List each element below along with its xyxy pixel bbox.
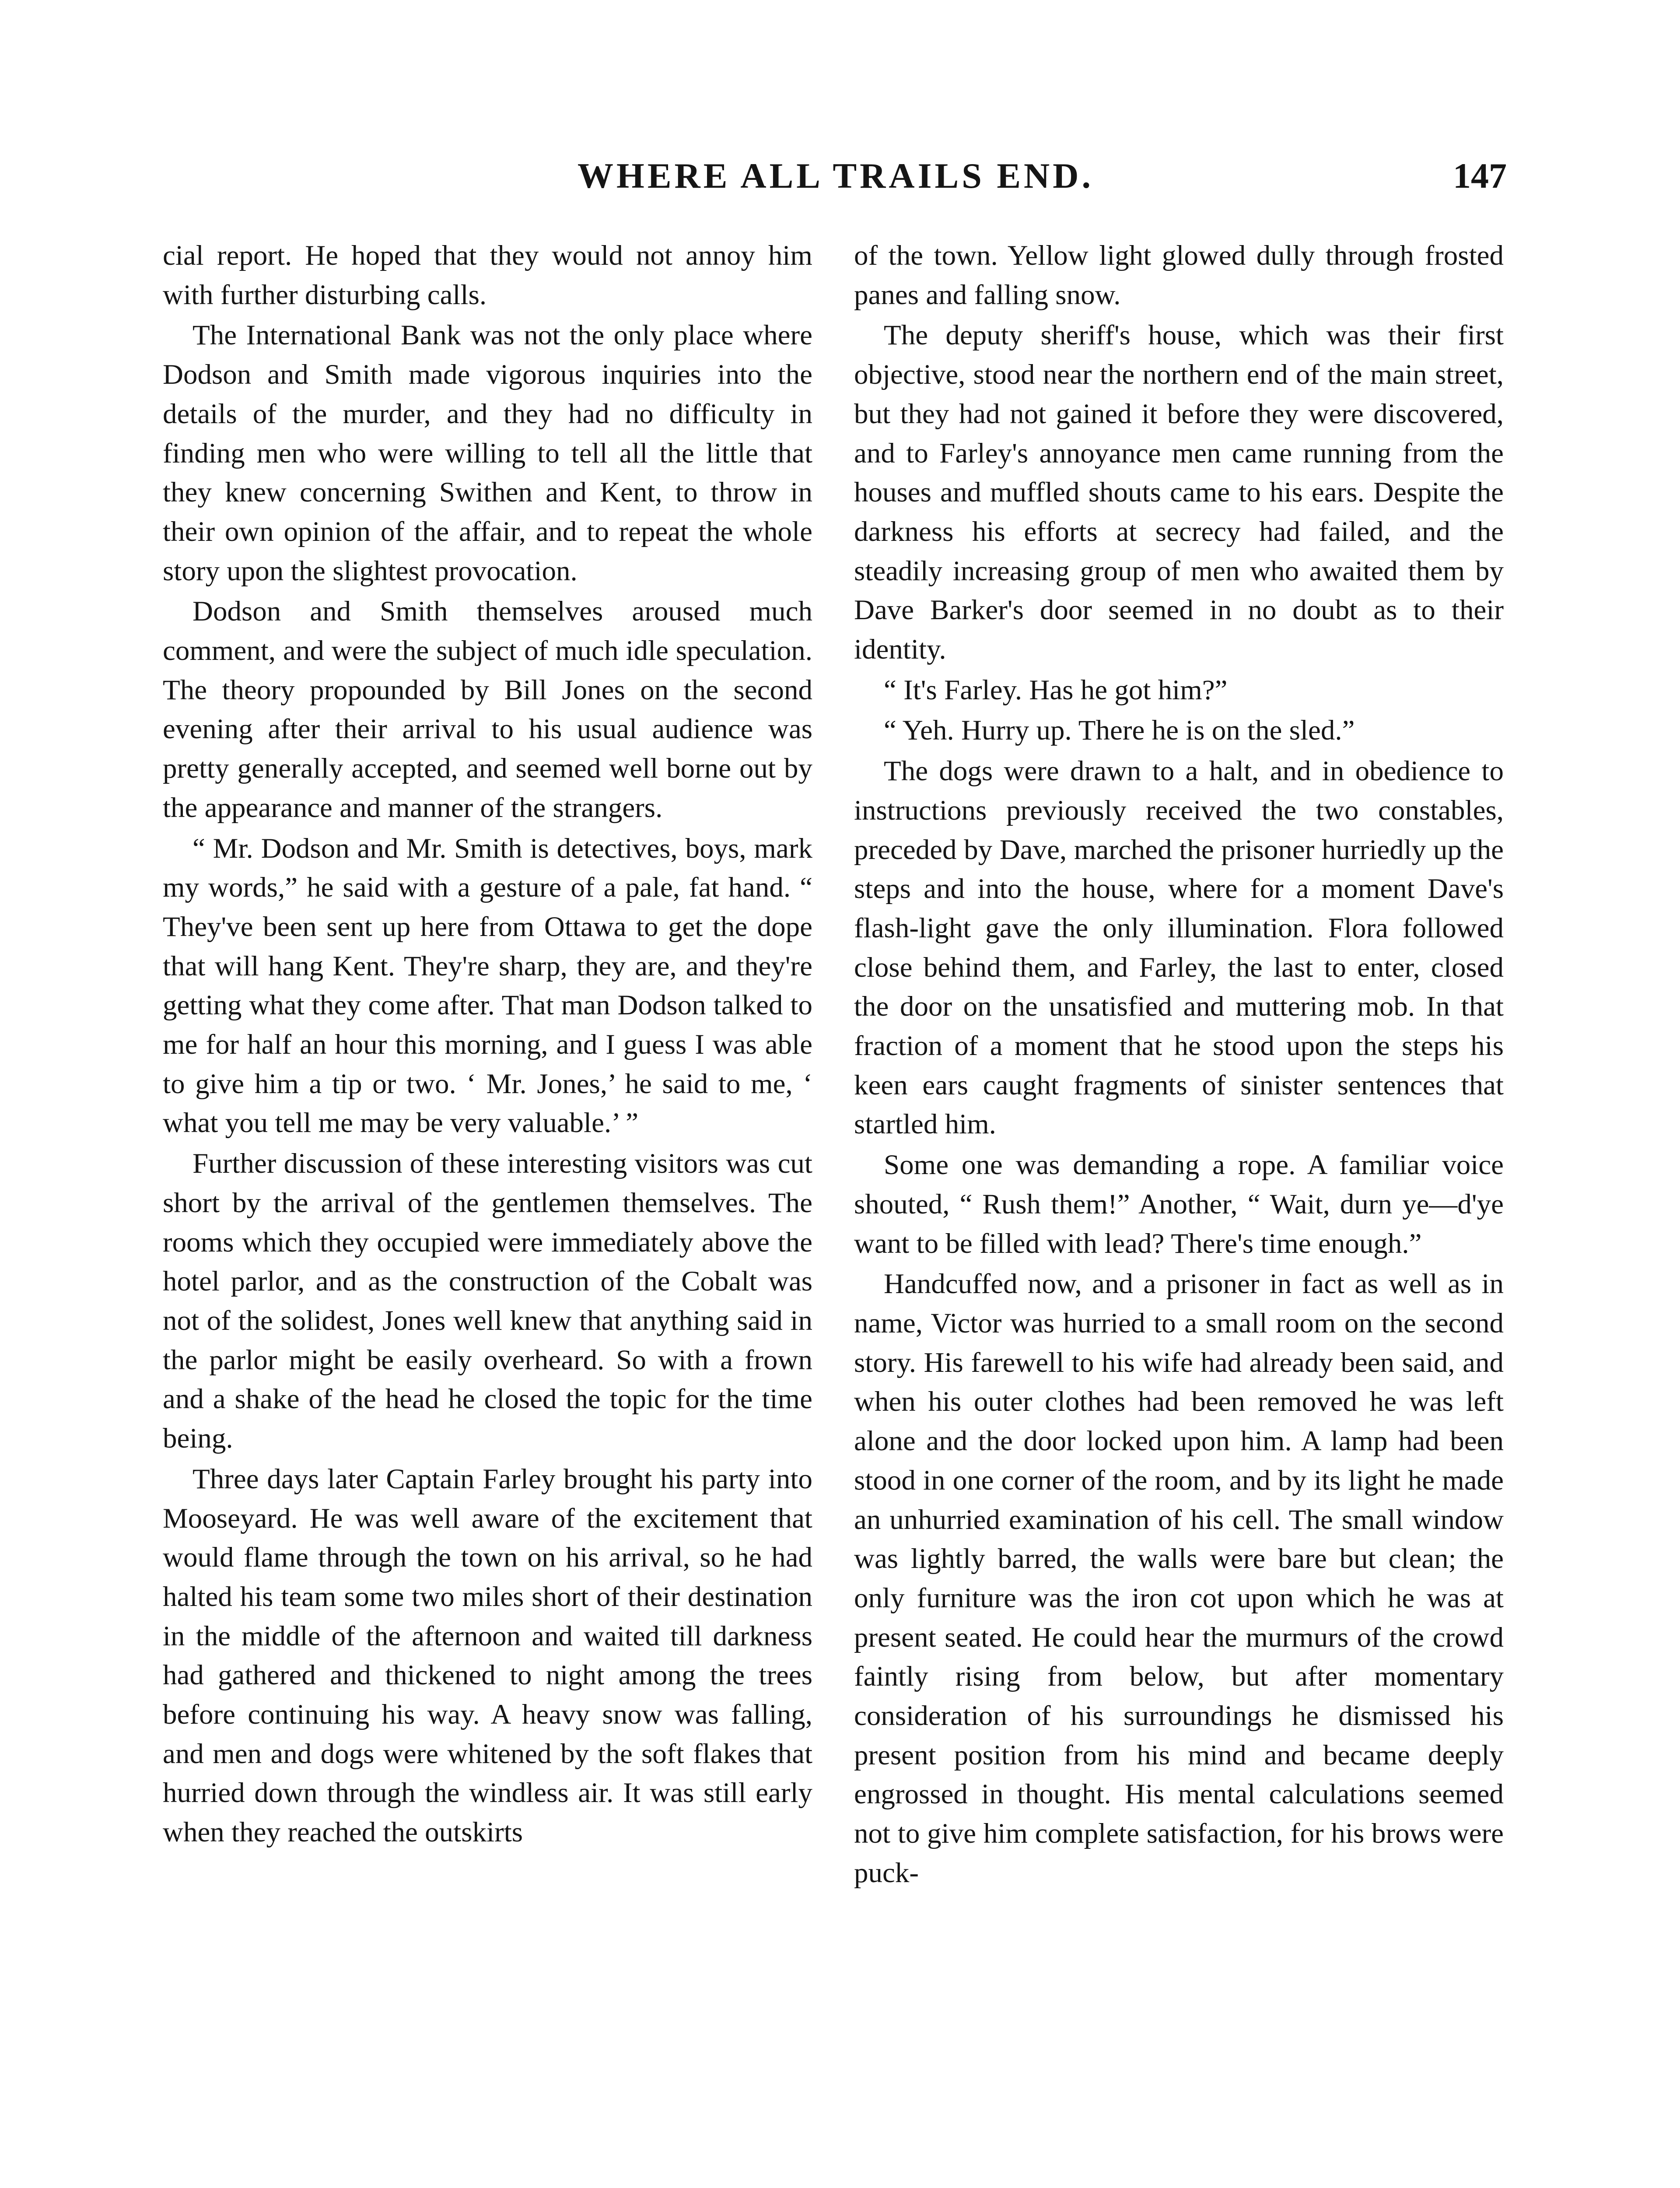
paragraph: Some one was demanding a rope. A familiar voice shouted, “ Rush them!” Another, “ Wait, durn ye—d'ye want to be filled with lead? There's time enough.” [854, 1149, 1504, 1259]
paragraph: “ It's Farley. Has he got him?” [884, 674, 1228, 706]
paragraph: The dogs were drawn to a halt, and in obedience to instructions previously received the two constables, preceded by Dave, marched the prisoner hurriedly up the steps and into the house, where for a moment Dave's flash-light gave the only illumination. Flora followed close behind them, and Farley, the last to enter, closed the door on the unsatisfied and muttering mob. In that fraction of a moment that he stood upon the steps his keen ears caught fragments of sinister sentences that startled him. [854, 755, 1504, 1140]
left-column [163, 236, 812, 1852]
running-title: WHERE ALL TRAILS END. [578, 156, 1094, 196]
paragraph: The deputy sheriff's house, which was their first objective, stood near the northern end of the main street, but they had not gained it before they were discovered, and to Farley's annoyance men came running from the houses and muffled shouts came to his ears. Despite the darkness his efforts at secrecy had failed, and the steadily increasing group of men who awaited them by Dave Barker's door seemed in no doubt as to their identity. [854, 319, 1504, 666]
right-column [854, 236, 1504, 1893]
paragraph: cial report. He hoped that they would not annoy him with further disturbing calls. [163, 240, 812, 311]
paragraph: The International Bank was not the only place where Dodson and Smith made vigorous inquiries into the details of the murder, and they had no difficulty in finding men who were willing to tell all the little that they knew concerning Swithen and Kent, to throw in their own opinion of the affair, and to repeat the whole story upon the slightest provocation. [163, 319, 812, 587]
paragraph: Three days later Captain Farley brought his party into Mooseyard. He was well aware of the excitement that would flame through the town on his arrival, so he had halted his team some two miles short of their destination in the middle of the afternoon and waited till darkness had gathered and thickened to night among the trees before continuing his way. A heavy snow was falling, and men and dogs were whitened by the soft flakes that hurried down through the windless air. It was still early when they reached the outskirts [163, 1463, 812, 1848]
page-header [0, 154, 1680, 215]
page-number: 147 [1453, 156, 1507, 196]
paragraph: Dodson and Smith themselves aroused much comment, and were the subject of much idle speculation. The theory propounded by Bill Jones on the second evening after their arrival to his usual audience was pretty generally accepted, and seemed well borne out by the appearance and manner of the strangers. [163, 596, 812, 824]
paragraph: “ Mr. Dodson and Mr. Smith is detectives, boys, mark my words,” he said with a gesture of a pale, fat hand. “ They've been sent up here from Ottawa to get the dope that will hang Kent. They're sharp, they are, and they're getting what they come after. That man Dodson talked to me for half an hour this morning, and I guess I was able to give him a tip or two. ‘ Mr. Jones,’ he said to me, ‘ what you tell me may be very valuable.’ ” [163, 832, 812, 1139]
paragraph: of the town. Yellow light glowed dully through frosted panes and falling snow. [854, 240, 1504, 311]
paragraph: “ Yeh. Hurry up. There he is on the sled.” [884, 715, 1355, 747]
paragraph: Further discussion of these interesting visitors was cut short by the arrival of the gentlemen themselves. The rooms which they occupied were immediately above the hotel parlor, and as the construction of the Cobalt was not of the solidest, Jones well knew that anything said in the parlor might be easily overheard. So with a frown and a shake of the head he closed the topic for the time being. [163, 1148, 812, 1455]
paragraph: Handcuffed now, and a prisoner in fact as well as in name, Victor was hurried to a small room on the second story. His farewell to his wife had already been said, and when his outer clothes had been removed he was left alone and the door locked upon him. A lamp had been stood in one corner of the room, and by its light he made an unhurried examination of his cell. The small window was lightly barred, the walls were bare but clean; the only furniture was the iron cot upon which he was at present seated. He could hear the murmurs of the crowd faintly rising from below, but after momentary consideration of his surroundings he dismissed his present position from his mind and became deeply engrossed in thought. His mental calculations seemed not to give him complete satisfaction, for his brows were puck- [854, 1268, 1504, 1889]
